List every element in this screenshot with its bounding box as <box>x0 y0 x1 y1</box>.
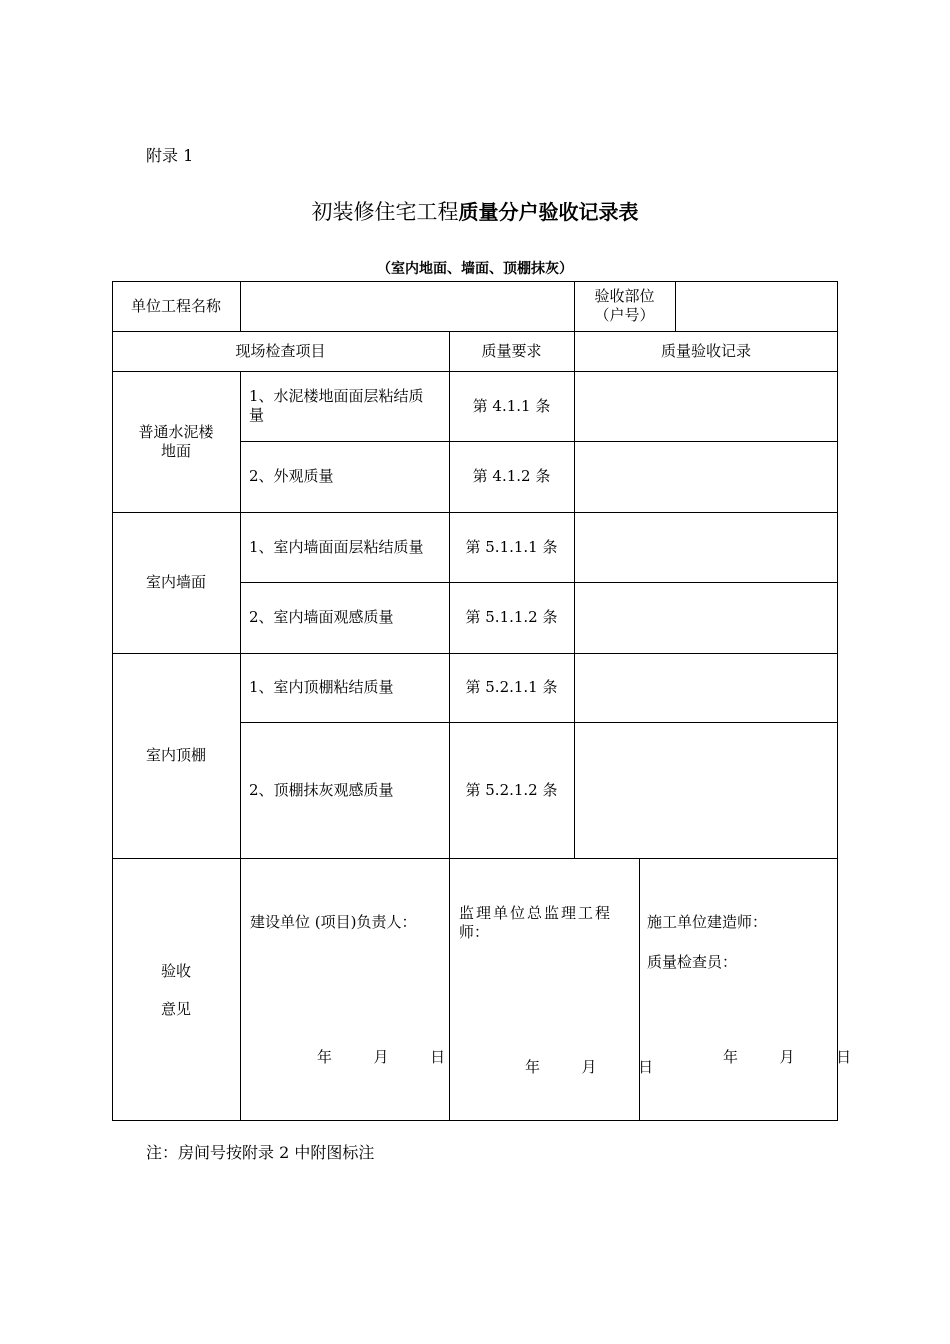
item-floor-adhesion <box>240 371 449 441</box>
group-label-wall: 室内墙面 <box>145 573 206 591</box>
page-title <box>0 196 950 226</box>
requirement-ceiling-adhesion: 第 5.2.1.1 条 <box>465 678 558 696</box>
item-floor-adhesion-line1: 1、水泥楼地面面层粘结质 <box>249 387 424 405</box>
group-label-ceiling: 室内顶棚 <box>145 746 206 764</box>
row-divider <box>112 858 838 859</box>
record-floor-adhesion[interactable] <box>574 371 838 441</box>
requirement-floor-appearance: 第 4.1.2 条 <box>472 467 551 485</box>
column-header-requirement: 质量要求 <box>481 341 542 360</box>
requirement-wall-appearance: 第 5.1.1.2 条 <box>465 608 558 626</box>
record-ceiling-appearance[interactable] <box>574 722 838 858</box>
requirement-ceiling-appearance: 第 5.2.1.2 条 <box>465 780 558 799</box>
group-label-floor-line1: 普通水泥楼 <box>138 422 214 441</box>
item-floor-appearance: 2、外观质量 <box>249 467 334 485</box>
opinion-label-line1: 验收 <box>160 962 191 980</box>
record-floor-appearance[interactable] <box>574 441 838 512</box>
acceptance-part-field[interactable] <box>675 281 838 331</box>
record-wall-adhesion[interactable] <box>574 512 838 582</box>
col-divider <box>449 858 450 1120</box>
contractor-date[interactable]: 年 月 日 <box>723 1048 852 1066</box>
acceptance-part-label-line1: 验收部位 <box>594 287 655 305</box>
acceptance-part-label-line2: （户号） <box>594 306 655 324</box>
supervisor-signature-label-line2: 师： <box>459 923 490 941</box>
record-ceiling-adhesion[interactable] <box>574 653 838 722</box>
supervisor-date[interactable]: 年 月 日 <box>525 1058 654 1076</box>
item-wall-adhesion: 1、室内墙面面层粘结质量 <box>249 537 424 556</box>
requirement-floor-adhesion: 第 4.1.1 条 <box>472 396 551 415</box>
column-header-record: 质量验收记录 <box>660 341 751 360</box>
builder-signature-label: 建设单位 (项目)负责人： <box>250 913 417 931</box>
item-wall-appearance: 2、室内墙面观感质量 <box>249 608 394 626</box>
builder-date[interactable]: 年 月 日 <box>317 1048 446 1066</box>
column-header-inspection-item: 现场检查项目 <box>235 341 326 360</box>
footnote: 注：房间号按附录 2 中附图标注 <box>146 1143 375 1162</box>
group-label-floor <box>112 371 240 512</box>
appendix-label: 附录 1 <box>146 146 194 165</box>
item-floor-adhesion-line2: 量 <box>249 406 265 424</box>
acceptance-part-label <box>574 281 675 331</box>
contractor-inspector-label: 质量检查员： <box>647 953 738 971</box>
col-divider <box>639 858 640 1120</box>
opinion-label-line2: 意见 <box>160 1000 191 1018</box>
supervisor-signature-label-line1: 监理单位总监理工程 <box>459 904 613 922</box>
project-name-label: 单位工程名称 <box>130 296 221 315</box>
item-ceiling-adhesion: 1、室内顶棚粘结质量 <box>249 678 394 696</box>
item-ceiling-appearance: 2、顶棚抹灰观感质量 <box>249 780 394 799</box>
title-light: 初装修住宅工程 <box>311 200 459 224</box>
project-name-field[interactable] <box>240 281 574 331</box>
page-subtitle: （室内地面、墙面、顶棚抹灰） <box>377 261 573 277</box>
contractor-builder-label: 施工单位建造师： <box>647 913 768 931</box>
requirement-wall-adhesion: 第 5.1.1.1 条 <box>465 537 558 556</box>
record-wall-appearance[interactable] <box>574 582 838 653</box>
group-label-floor-line2: 地面 <box>160 441 191 460</box>
title-bold: 质量分户验收记录表 <box>458 200 639 224</box>
